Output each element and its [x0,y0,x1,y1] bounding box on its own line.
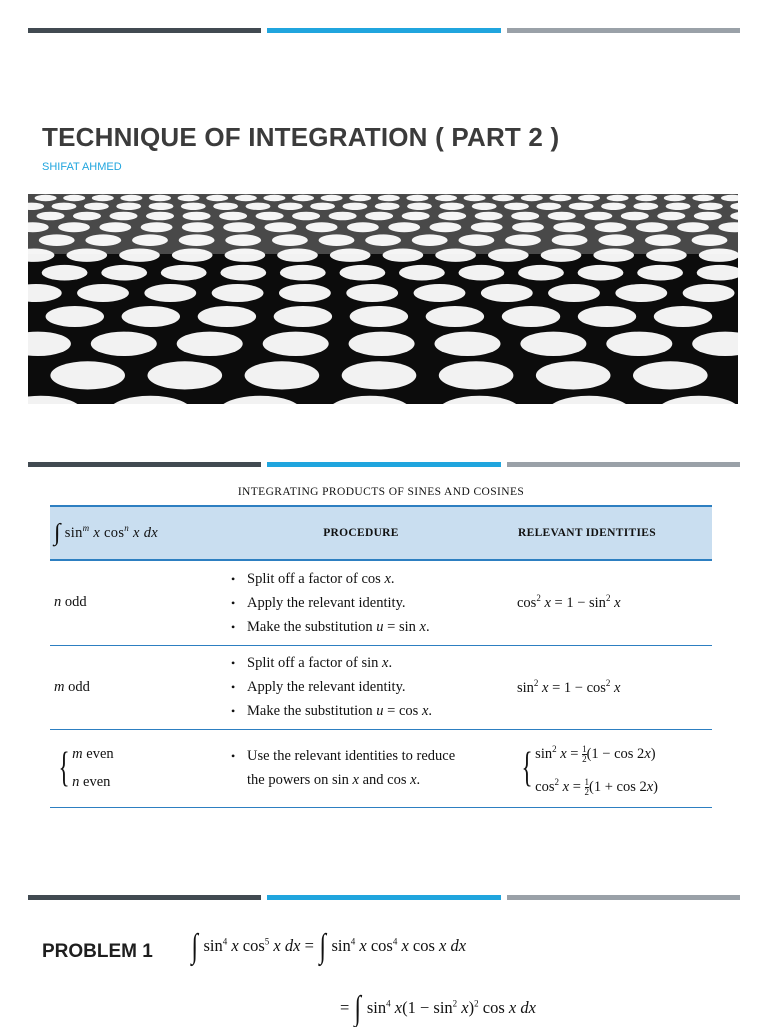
disc-shape [502,306,560,327]
disc-shape [245,361,320,389]
disc-shape [536,361,611,389]
disc-shape [657,396,738,404]
disc-shape [46,306,104,327]
integration-table [50,505,712,808]
table-caption: INTEGRATING PRODUCTS OF SINES AND COSINES [237,486,525,498]
divider-segment-blue [267,28,500,33]
disc-shape [218,396,302,404]
disc-shape [459,265,505,281]
disc-shape [101,265,147,281]
disc-shape [279,284,331,302]
disc-shape [426,306,484,327]
procedure-step: • Make the substitution u = cos x. [231,699,517,723]
divider-segment-gray [507,895,740,900]
disc-shape [91,332,157,356]
slide-title: TECHNIQUE OF INTEGRATION ( PART 2 ) [42,122,560,152]
disc-shape [578,265,624,281]
disc-shape [437,396,521,404]
disc-shape [340,265,386,281]
disc-shape [42,265,88,281]
procedure-step: • Make the substitution u = sin x. [231,615,517,639]
disc-shape [220,265,266,281]
disc-shape [435,332,501,356]
disc-shape [615,284,667,302]
disc-shape [547,396,631,404]
case-m-odd: m odd [54,678,90,695]
procedure-cell [205,645,517,729]
disc-shape [654,306,712,327]
disc-shape [637,265,683,281]
table-row [50,729,712,807]
divider-segment-blue [267,462,500,467]
table-row [50,560,712,645]
disc-shape [350,306,408,327]
header-integral: ∫ $\sin^m x$ $\cos^n x$ dx [50,506,205,560]
author-name: SHIFAT AHMED [42,161,122,173]
case-both-even: { m even n even [58,745,114,791]
table-row [50,645,712,729]
procedure-cell [205,729,517,807]
disc-shape [212,284,264,302]
disc-shape [148,361,223,389]
white-discs-image [28,194,738,404]
disc-shape [349,332,415,356]
identity-cell: $\sin^2 x = 1 - \cos^2 x$ [517,677,621,696]
disc-shape [346,284,398,302]
disc-shape [439,361,514,389]
header-identities: RELEVANT IDENTITIES [517,506,712,560]
table-divider-bars [28,462,740,467]
disc-shape [399,265,445,281]
disc-shape [274,306,332,327]
table-header-row [50,506,712,560]
disc-shape [328,396,412,404]
header-procedure: PROCEDURE [205,506,517,560]
disc-shape [606,332,672,356]
identity-cell: $\cos^2 x = 1 - \sin^2 x$ [517,593,621,612]
divider-segment-dark [28,462,261,467]
haze-overlay [28,194,738,254]
equation-line-1: ∫ $\sin^4 x$ $\cos^5 x$ dx = ∫ $\sin^4 x$ $\cos^4 x$ cos x dx [191,928,467,965]
cover-photo [28,194,738,404]
top-divider-bars [28,28,740,33]
divider-segment-gray [507,28,740,33]
divider-segment-dark [28,28,261,33]
disc-shape [263,332,329,356]
problem-label: PROBLEM 1 [42,941,153,962]
disc-shape [692,332,738,356]
disc-shape [578,306,636,327]
disc-shape [280,265,326,281]
disc-shape [520,332,586,356]
disc-shape [481,284,533,302]
procedure-step: • Apply the relevant identity. [231,675,517,699]
disc-shape [518,265,564,281]
procedure-step: • Split off a factor of sin x. [231,651,517,675]
disc-shape [161,265,207,281]
disc-shape [633,361,708,389]
disc-shape [414,284,466,302]
procedure-step: • Split off a factor of cos x. [231,567,517,591]
disc-shape [177,332,243,356]
equation-line-2: = ∫ $\sin^4 x(1 - \sin^2 x)^2$ cos x dx [340,990,536,1027]
problem-divider-bars [28,895,740,900]
disc-shape [77,284,129,302]
disc-shape [198,306,256,327]
disc-shape [144,284,196,302]
case-n-odd: n odd [54,594,87,611]
disc-shape [28,396,83,404]
disc-shape [50,361,125,389]
procedure-cell [205,560,517,645]
disc-shape [28,284,62,302]
procedure-step: • Use the relevant identities to reduce the powers on sin x and cos x. [231,744,517,792]
disc-shape [697,265,738,281]
disc-shape [28,332,71,356]
disc-shape [342,361,417,389]
divider-segment-gray [507,462,740,467]
procedure-step: • Apply the relevant identity. [231,591,517,615]
identity-cell: { $\sin^2 x$ = $\frac{1}{2}$ (1 − cos 2x) $\cos^2 x$ = $\frac{1}{2}$ (1 + cos 2x) [521,744,659,797]
disc-shape [683,284,735,302]
divider-segment-blue [267,895,500,900]
disc-shape [122,306,180,327]
divider-segment-dark [28,895,261,900]
disc-shape [108,396,192,404]
disc-shape [548,284,600,302]
